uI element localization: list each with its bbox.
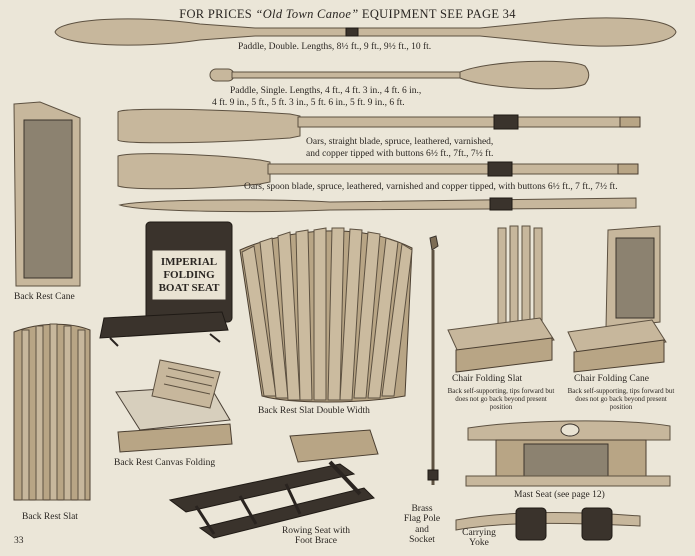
caption-oars-spoon: Oars, spoon blade, spruce, leathered, varnished and copper tipped, with buttons 6½ ft., 7 ft., 7½ ft.: [244, 182, 618, 192]
header-brand: “Old Town Canoe”: [255, 7, 359, 21]
mast-seat-illustration: [466, 421, 670, 486]
caption-back-rest-canvas: Back Rest Canvas Folding: [114, 458, 216, 468]
caption-rowing-seat-line2: Foot Brace: [295, 536, 337, 547]
back-rest-canvas-illustration: [116, 360, 232, 452]
caption-paddle-double: Paddle, Double. Lengths, 8½ ft., 9 ft., 9½ ft., 10 ft.: [238, 42, 432, 52]
caption-chair-folding-cane: Chair Folding Cane: [574, 374, 649, 384]
imperial-label-line1: IMPERIAL: [160, 256, 218, 268]
chair-folding-cane-illustration: [568, 226, 666, 372]
caption-mast-seat: Mast Seat (see page 12): [514, 490, 605, 500]
back-rest-slat-double-illustration: [240, 228, 412, 402]
caption-flag-pole-line4: Socket: [409, 535, 435, 546]
chair-folding-slat-illustration: [448, 226, 554, 372]
caption-flag-pole-line3: and: [415, 524, 429, 535]
caption-oars-straight-line1: Oars, straight blade, spruce, leathered, varnished,: [306, 137, 494, 147]
caption-carrying-yoke-line2: Yoke: [469, 538, 489, 549]
caption-flag-pole-line1: Brass: [411, 504, 433, 514]
imperial-label-line2: FOLDING: [163, 269, 215, 282]
caption-carrying-yoke: [450, 528, 508, 549]
caption-back-rest-slat: Back Rest Slat: [22, 512, 78, 522]
imperial-seat-label: [152, 256, 226, 296]
back-rest-cane-illustration: [14, 102, 80, 286]
caption-paddle-single-line1: Paddle, Single. Lengths, 4 ft., 4 ft. 3 in., 4 ft. 6 in.,: [230, 86, 422, 96]
imperial-label-line3: BOAT SEAT: [158, 282, 220, 295]
header-suffix: EQUIPMENT SEE PAGE 34: [361, 7, 516, 21]
page-number: 33: [14, 536, 24, 546]
header-prefix: FOR PRICES: [179, 7, 253, 21]
flag-pole-illustration: [428, 236, 438, 485]
caption-chair-slat-description: Back self-supporting, tips forward but does not go back beyond present position: [447, 387, 555, 412]
caption-back-rest-slat-double: Back Rest Slat Double Width: [258, 406, 370, 416]
page-header: [0, 8, 695, 22]
caption-rowing-seat-line1: Rowing Seat with: [281, 526, 351, 536]
caption-chair-cane-description: Back self-supporting, tips forward but does not go back beyond present position: [567, 387, 675, 412]
caption-back-rest-cane: Back Rest Cane: [14, 292, 75, 302]
caption-oars-straight-line2: and copper tipped with buttons 6½ ft., 7ft., 7½ ft.: [306, 149, 494, 159]
caption-flag-pole-line2: Flag Pole: [403, 514, 441, 525]
caption-flag-pole: [398, 504, 446, 546]
caption-chair-folding-slat: Chair Folding Slat: [452, 374, 523, 384]
caption-paddle-single-line2: 4 ft. 9 in., 5 ft., 5 ft. 3 in., 5 ft. 6 in., 5 ft. 9 in., 6 ft.: [212, 98, 405, 108]
caption-rowing-seat: [270, 526, 362, 547]
back-rest-slat-illustration: [14, 324, 90, 500]
single-paddle-illustration: [210, 61, 589, 89]
oar-shaft-illustration: [120, 198, 636, 212]
caption-carrying-yoke-line1: Carrying: [462, 528, 496, 538]
